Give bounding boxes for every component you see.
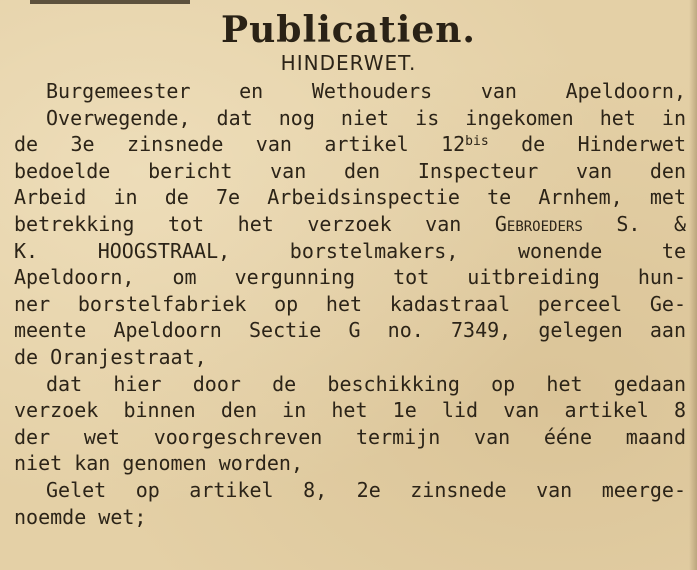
body-line: niet kan genomen worden, (14, 451, 303, 476)
company-name: Gebroeders S. & (494, 211, 686, 236)
body-line: K. HOOGSTRAAL, borstelmakers, wonende te (14, 238, 686, 263)
body-line: ner borstelfabriek op het kadastraal perceel Ge- (14, 291, 686, 316)
body-line: meente Apeldoorn Sectie G no. 7349, gelegen aan (14, 318, 686, 343)
notice-body (14, 78, 686, 530)
body-line: verzoek binnen den in het 1e lid van artikel 8 (14, 398, 686, 423)
body-line: Arbeid in de 7e Arbeidsinspectie te Arnhem, met (14, 185, 686, 210)
body-line: bedoelde bericht van den Inspecteur van den (14, 158, 686, 183)
body-line-part: betrekking tot het verzoek van (14, 211, 495, 236)
page-edge-shadow (689, 0, 697, 570)
body-line-part: de Hinderwet (488, 132, 686, 157)
body-line: Burgemeester en Wethouders van Apeldoorn, (46, 79, 686, 103)
body-line: noemde wet; (14, 504, 147, 529)
body-line: de Oranjestraat, (14, 344, 207, 369)
superscript: bis (465, 134, 489, 150)
body-line: dat hier door de beschikking op het gedaan (46, 371, 686, 396)
body-line: Gelet op artikel 8, 2e zinsnede van meerge- (46, 477, 686, 502)
body-line-part: de 3e zinsnede van artikel 12 (14, 132, 466, 157)
body-line: der wet voorgeschreven termijn van ééne maand (14, 424, 686, 449)
subheading: HINDERWET. (280, 51, 417, 75)
headline: Publicatien. (221, 9, 476, 51)
body-line: Overwegende, dat nog niet is ingekomen het in (46, 105, 686, 130)
body-line (14, 131, 686, 158)
top-rule-divider (30, 0, 190, 4)
body-line (14, 211, 686, 238)
body-line: Apeldoorn, om vergunning tot uitbreiding hun- (14, 265, 686, 290)
